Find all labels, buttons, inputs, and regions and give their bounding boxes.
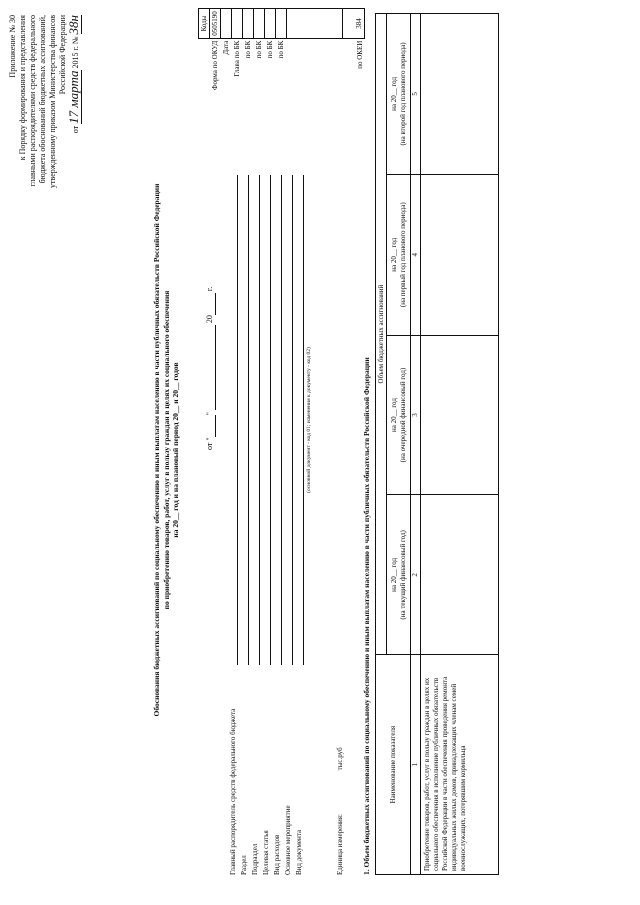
appendix-line: Российской Федерации xyxy=(58,15,67,95)
code-value xyxy=(254,9,265,39)
value-cell xyxy=(421,495,499,655)
value-cell xyxy=(421,335,499,495)
field-blank xyxy=(295,175,304,665)
code-label: по БК xyxy=(243,40,252,59)
col-name-header: Наименование показателя xyxy=(376,655,411,875)
col-number: 4 xyxy=(411,174,421,335)
code-value xyxy=(265,9,276,39)
table-row xyxy=(421,14,499,875)
col-note: (на текущий финансовый год) xyxy=(398,530,407,620)
field-label: Вид расходов xyxy=(273,834,281,875)
field-row xyxy=(284,175,295,875)
col-note: (на второй год планового периода) xyxy=(398,42,407,146)
appendix-line: главными распорядителями средств федерального xyxy=(28,15,37,187)
col-year: на 20__ год xyxy=(389,76,398,111)
header-fields xyxy=(229,175,313,875)
col-header xyxy=(387,495,411,655)
field-label: Целевая статья xyxy=(262,830,270,875)
col-group-header: Объем бюджетных ассигнований xyxy=(376,14,387,655)
col-year: на 20__ год xyxy=(389,557,398,592)
appendix-block xyxy=(8,15,81,265)
codes-table xyxy=(198,8,365,92)
column-number-row xyxy=(411,14,421,875)
appendix-line: бюджета обоснований бюджетных ассигнований, xyxy=(38,15,47,184)
field-label: Подраздел xyxy=(251,843,259,875)
field-row xyxy=(251,175,262,875)
col-header xyxy=(387,14,411,175)
code-value: 0505190 xyxy=(210,9,221,39)
col-header xyxy=(387,174,411,335)
date-year-blank xyxy=(205,293,216,315)
order-line xyxy=(66,15,81,265)
field-label: Основное мероприятие xyxy=(284,805,292,875)
title-line-1: Обоснования бюджетных ассигнований по социальному обеспечению и иным выплатам населению в части публичных обязательств Российской Федерации xyxy=(152,183,161,717)
date-month-blank xyxy=(205,325,216,410)
field-row xyxy=(273,175,284,875)
field-label: Вид документа xyxy=(295,829,303,875)
field-row xyxy=(262,175,273,875)
field-row xyxy=(240,175,251,875)
code-label: Форма по ОКУД xyxy=(210,40,219,90)
col-number: 5 xyxy=(411,14,421,175)
code-label: по БК xyxy=(276,40,285,59)
date-suffix: г. xyxy=(205,286,214,292)
field-blank xyxy=(240,175,249,665)
code-value xyxy=(287,9,343,39)
document-title xyxy=(152,55,181,845)
field-row xyxy=(295,175,306,875)
col-note: (на очередной финансовый год) xyxy=(398,367,407,463)
date-day-blank xyxy=(205,415,216,437)
col-number: 1 xyxy=(411,655,421,875)
code-value xyxy=(232,9,243,39)
code-value: 384 xyxy=(343,9,365,39)
order-prefix: от xyxy=(71,125,80,134)
row-name-cell: Приобретение товаров, работ, услуг в пользу граждан в целях их социального обеспечения в исполнение публичных обязательств Российской Федерации в части обеспечения проведения ремонта индивидуальных жилых домов, принадлежащих членам семей военнослужащих, потерявшим кормильца xyxy=(421,655,499,875)
code-label xyxy=(287,38,343,92)
appendix-line: утвержденному приказом Министерства финансов xyxy=(48,15,57,189)
order-date: 17 марта xyxy=(66,70,81,124)
date-line xyxy=(205,200,216,450)
unit-value: тыс.руб xyxy=(336,747,344,771)
field-row xyxy=(229,175,240,875)
field-blank xyxy=(229,175,238,665)
col-number: 2 xyxy=(411,495,421,655)
value-cell xyxy=(421,14,499,175)
unit-line xyxy=(336,575,345,875)
date-mid: " xyxy=(205,412,214,416)
table-header-row xyxy=(376,14,387,875)
code-label: Глава по БК xyxy=(232,40,241,77)
appendix-title: Приложение № 30 xyxy=(8,15,17,78)
code-value xyxy=(221,9,232,39)
code-label: Дата xyxy=(221,40,230,55)
code-label: по БК xyxy=(254,40,263,59)
order-number: 38н xyxy=(66,15,81,35)
unit-label: Единица измерения: xyxy=(336,814,344,875)
field-label: Раздел xyxy=(240,855,248,875)
section1-table xyxy=(375,13,499,875)
col-note: (на первый год планового периода) xyxy=(398,202,407,308)
code-label: по БК xyxy=(265,40,274,59)
value-cell xyxy=(421,174,499,335)
field-label: Главный распорядитель средств федерального бюджета xyxy=(229,708,237,875)
appendix-line: к Порядку формирования и представления xyxy=(18,15,27,161)
date-prefix: от " xyxy=(205,437,214,450)
title-line-3: на 20__ год и на плановый период 20__ и 20__ годов xyxy=(171,362,180,538)
col-year: на 20__ год xyxy=(389,237,398,272)
col-header xyxy=(387,335,411,495)
order-year: 2015 г. № xyxy=(71,36,80,69)
doc-type-note: (основной документ - код 01; изменения к документу - код 02) xyxy=(306,347,312,493)
col-year: на 20__ год xyxy=(389,398,398,432)
code-label: по ОКЕИ xyxy=(355,40,364,69)
title-line-2: по приобретению товаров, работ, услуг в пользу граждан в целях их социального обеспечения xyxy=(161,290,171,610)
field-blank xyxy=(273,175,282,665)
code-value xyxy=(243,9,254,39)
code-value xyxy=(276,9,287,39)
field-blank xyxy=(251,175,260,665)
col-number: 3 xyxy=(411,335,421,495)
section1-title: 1. Объем бюджетных ассигнований по социальному обеспечению и иным выплатам населению в части публичных обязательств Российской Федерации xyxy=(362,357,371,875)
field-blank xyxy=(284,175,293,665)
codes-header: Коды xyxy=(199,9,210,39)
date-year: 20 xyxy=(205,315,214,324)
field-blank xyxy=(262,175,271,665)
